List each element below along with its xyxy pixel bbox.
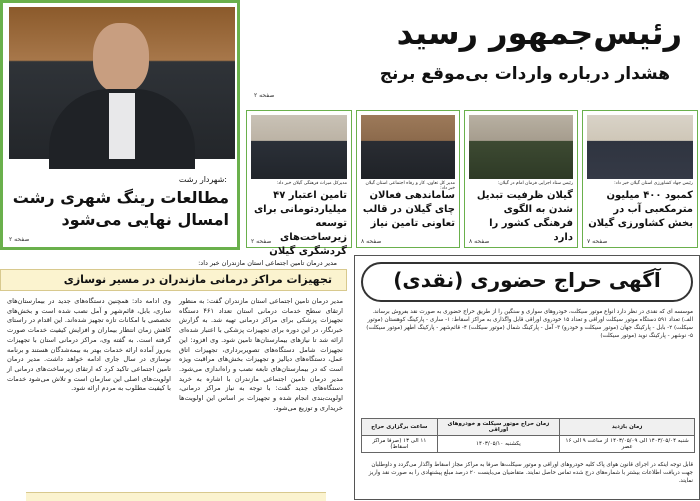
news-headline[interactable]: کمبود ۴۰۰ میلیون مترمکعبی آب در بخش کشاورزی گیلان	[588, 190, 693, 229]
news-page-ref: صفحه ۸	[361, 238, 382, 245]
news-box-tourism[interactable]	[246, 110, 352, 257]
featured-page-ref: صفحه ۲	[9, 236, 30, 243]
auction-title: آگهی حراج حضوری (نقدی)	[393, 268, 661, 292]
news-box-water[interactable]	[582, 110, 698, 248]
news-caption: رئیس ستاد اجرایی فرمان امام در گیلان:	[497, 181, 573, 186]
table-cell: یکشنبه ۱۴۰۳/۰۵/۱۰	[437, 436, 560, 453]
news-photo	[251, 115, 347, 179]
news-caption: رئیس جهاد کشاورزی استان گیلان خبر داد:	[614, 181, 693, 186]
news-headline[interactable]: ساماندهی فعالان چای گیلان در قالب تعاونی تامین نیاز	[362, 190, 455, 229]
table-cell: ۱۱ الی ۱۳ (صرفا مراکز اسقاط)	[362, 436, 438, 453]
article-kicker: مدیر درمان تامین اجتماعی استان مازندران خبر داد:	[198, 259, 337, 267]
article-medical-equipment	[0, 255, 347, 490]
next-article-bar	[26, 492, 326, 501]
featured-story-box[interactable]	[0, 0, 240, 250]
news-page-ref: صفحه ۷	[587, 238, 608, 245]
main-headline[interactable]: رئیس‌جمهور رسید	[396, 14, 682, 52]
table-header: ساعت برگزاری حراج	[362, 419, 438, 436]
article-headline-bar	[0, 269, 347, 291]
auction-notice	[354, 255, 700, 500]
news-page-ref: صفحه ۲	[251, 238, 272, 245]
table-row	[362, 436, 695, 453]
news-photo	[469, 115, 573, 179]
auction-title-banner	[361, 262, 693, 302]
main-headline-block	[250, 0, 700, 100]
news-photo	[361, 115, 455, 179]
featured-caption: شهردار رشت:	[178, 175, 227, 184]
featured-headline[interactable]: مطالعات رینگ شهری رشت امسال نهایی می‌شود	[12, 188, 229, 229]
auction-table	[361, 418, 695, 453]
news-headline[interactable]: گیلان ظرفیت تبدیل شدن به الگوی فرهنگی کشور را دارد	[476, 190, 573, 243]
news-page-ref: صفحه ۸	[469, 238, 490, 245]
auction-footer: قابل توجه اینکه در اجرای قانون هوای پاک کلیه خودروهای اوراقی و موتور سیکلت‌ها صرفا به مراکز مجاز اسقاط واگذار می‌گردد و داوطلبان جهت دریافت اطلاعات بیشتر با شماره‌های درج شده تماس حاصل نمایند. متقاضیان می‌بایست ۲۰ درصد مبلغ پیشنهادی را به صورت نقد واریز نمایند.	[368, 462, 693, 484]
news-headline[interactable]: تامین اعتبار ۴۷ میلیاردتومانی برای توسعه زیرساخت‌های گردشگری گیلان	[254, 190, 347, 257]
main-subtitle: هشدار درباره واردات بی‌موقع برنج	[379, 64, 670, 84]
news-caption: مدیرکل میراث فرهنگی گیلان خبر داد:	[276, 181, 347, 186]
auction-body: موسسه ای که نقدی در نظر دارد انواع موتور سیکلت، خودروهای سواری و سنگین را از طریق حراج حضوری به صورت نقد بفروش برساند. الف) تعداد ۵۹۱ دستگاه موتور سیکلت اوراقی و تعداد ۱۵ خودروی اوراقی قابل واگذاری به مراکز اسقاط: ۱- ساری - پارکینگ کوهستان (موتور سیکلت) ۲- بابل - پارکینگ جهان (موتور سیکلت و خودرو) ۳- آمل - پارکینگ شمال (موتور سیکلت) ۴- قائم‌شهر - پارکینگ اطهر (موتور سیکلت) ۵- نوشهر - پارکینگ نوید (موتور سیکلت)	[366, 309, 693, 339]
news-photo	[587, 115, 693, 179]
news-box-culture[interactable]	[464, 110, 578, 248]
news-caption: مدیر کل تعاون، کار و رفاه اجتماعی استان گیلان خبر داد:	[365, 181, 455, 191]
table-header: زمان حراج موتور سیکلت و خودروهای اوراقی	[437, 419, 560, 436]
featured-photo	[9, 7, 235, 159]
table-header: زمان بازدید	[560, 419, 695, 436]
article-headline[interactable]: تجهیزات مراکز درمانی مازندران در مسیر نوسازی	[63, 273, 332, 286]
main-page-ref: صفحه ۲	[254, 92, 275, 99]
news-box-tea[interactable]	[356, 110, 460, 248]
table-cell: شنبه ۱۴۰۳/۰۵/۰۴ الی ۱۴۰۳/۰۵/۰۹ از ساعت ۹ الی ۱۶ عصر	[560, 436, 695, 453]
article-column-1: مدیر درمان تامین اجتماعی استان مازندران گفت: به منظور ارتقای سطح خدمات درمانی استان تعداد ۴۶۱ دستگاه تجهیزات پزشکی برای مراکز درمانی تهیه شد. به گزارش خبرنگار، در این دوره برای تجهیزات پزشکی با اعتبار شده‌ای ارائه شد تا نیازهای بیمارستان‌ها تامین شود. وی افزود: این تجهیزات شامل دستگاه‌های تصویربرداری، تجهیزات اتاق عمل، دستگاه‌های دیالیز و تجهیزات بخش‌های مراقبت ویژه است که در بیمارستان‌های تابعه نصب و راه‌اندازی می‌شود. مدیر درمان تامین اجتماعی مازندران با اشاره به خرید دستگاه‌های جدید گفت: با توجه به نیاز مراکز درمانی، اولویت‌بندی انجام شده و تجهیزات بر اساس این اولویت‌ها خریداری و توزیع می‌شود.	[179, 297, 343, 412]
article-column-2: وی ادامه داد: همچنین دستگاه‌های جدید در بیمارستان‌های ساری، بابل، قائم‌شهر و آمل نصب شده است و بخش‌های تخصصی با امکانات تازه تجهیز شده‌اند. این اقدام در راستای کاهش زمان انتظار بیماران و افزایش کیفیت خدمات صورت گرفته است. به گفته وی، مراکز درمانی استان با تجهیزات به‌روز آماده ارائه خدمات بهتر به بیمه‌شدگان هستند و برنامه نوسازی در سال جاری ادامه خواهد داشت. مدیر درمان تامین اجتماعی تاکید کرد که ارتقای زیرساخت‌های درمانی از اولویت‌های اصلی این سازمان است و تلاش می‌شود خدمات با کیفیت مطلوب به مردم ارائه شود.	[7, 297, 171, 393]
